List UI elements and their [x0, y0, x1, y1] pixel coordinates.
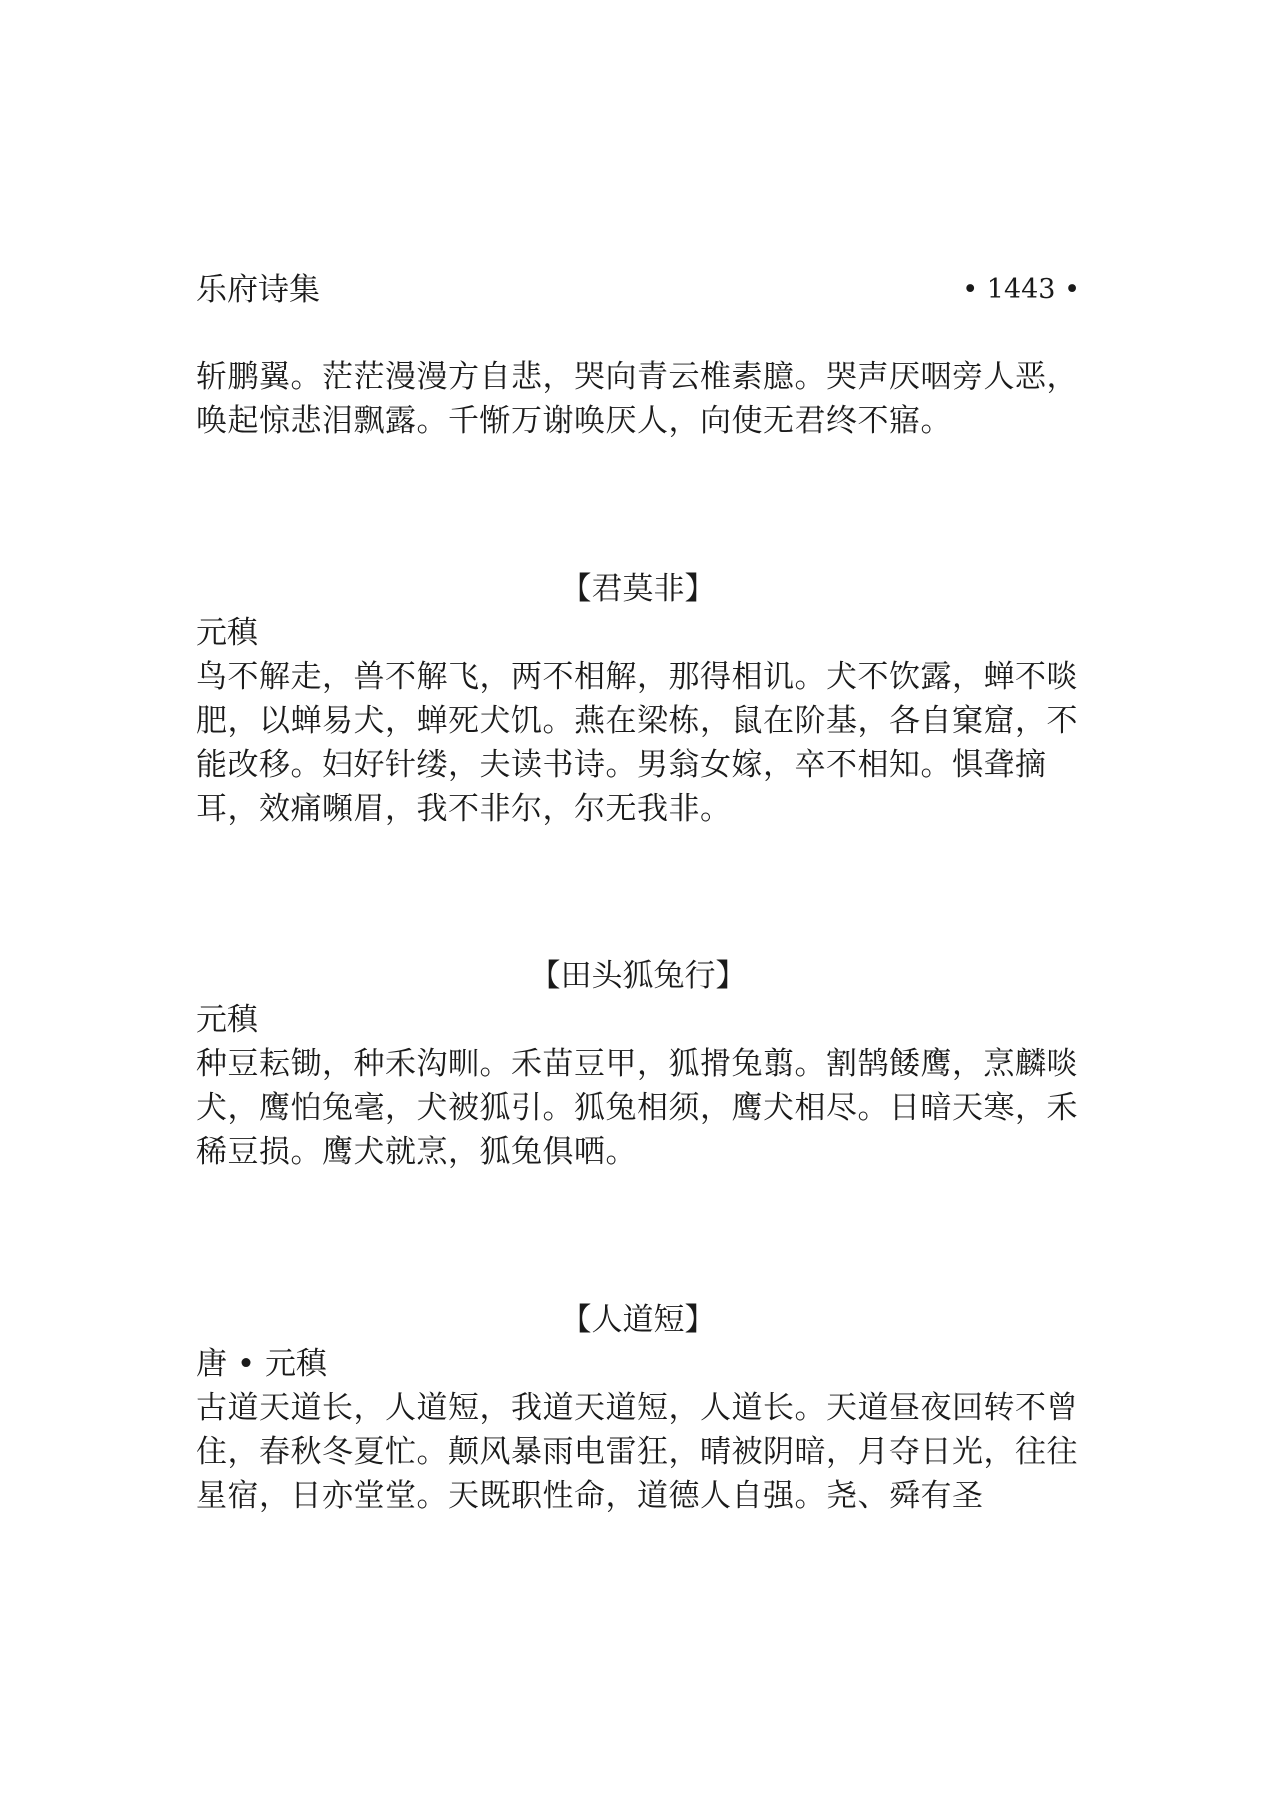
poem-body	[196, 1342, 1106, 1518]
poem-text: 种豆耘锄，种禾沟甽。禾苗豆甲，狐搰兔翦。割鹄餧鹰，烹麟啖犬，鹰怕兔毫，犬被狐引。狐兔相须，鹰犬相尽。日暗天寒，禾稀豆损。鹰犬就烹，狐兔俱哂。	[196, 1046, 1078, 1170]
poem-author: 元稹	[196, 1002, 258, 1038]
poem-title: 【君莫非】	[560, 571, 716, 607]
poem-body	[196, 611, 1106, 831]
poem-title: 【人道短】	[560, 1302, 716, 1338]
page-number: • 1443 •	[962, 274, 1080, 305]
poem-author: 唐 • 元稹	[196, 1346, 327, 1382]
continuation-text: 斩鹏翼。茫茫漫漫方自悲，哭向青云椎素臆。哭声厌咽旁人恶，唤起惊悲泪飘露。千惭万谢唤厌人，向使无君终不寤。	[196, 359, 1078, 439]
book-title: 乐府诗集	[196, 272, 320, 308]
page-header	[196, 268, 1080, 312]
continuation-block	[196, 355, 1106, 443]
poem-title: 【田头狐兔行】	[529, 958, 747, 994]
poem-text: 古道天道长，人道短，我道天道短，人道长。天道昼夜回转不曾住，春秋冬夏忙。颠风暴雨电雷狂，晴被阴暗，月夺日光，往往星宿，日亦堂堂。天既职性命，道德人自强。尧、舜有圣	[196, 1390, 1078, 1514]
poem-author: 元稹	[196, 615, 258, 651]
poem-text: 鸟不解走，兽不解飞，两不相解，那得相讥。犬不饮露，蝉不啖肥，以蝉易犬，蝉死犬饥。燕在梁栋，鼠在阶基，各自窠窟，不能改移。妇好针缕，夫读书诗。男翁女嫁，卒不相知。惧聋摘耳，效痛嚬眉，我不非尔，尔无我非。	[196, 659, 1078, 827]
poem-body	[196, 998, 1106, 1174]
